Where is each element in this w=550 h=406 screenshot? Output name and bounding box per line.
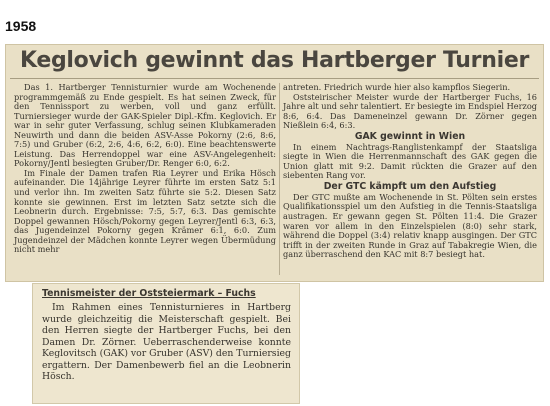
article-paragraph: Der GTC mußte am Wochenende in St. Pölten sein erstes Qualifikationsspiel um den Aufstieg in die Tennis-Staatsliga austragen. Er gewann gegen St. Pölten 11:4. Die Grazer waren vor allem in den Einzelspielen (8:0) sehr stark, während die Doppel (3:4) relativ knapp ausgingen. Der GTC trifft in der zweiten Runde in Graz auf Tabakregie Wien, die ganz überraschend den KAC mit 8:7 besiegt hat. xyxy=(283,191,537,260)
article-paragraph: Im Finale der Damen trafen Ria Leyrer und Erika Hösch aufeinander. Die 14jährige Leyrer führte im ersten Satz 5:1 und verlor ihn. Im zweiten Satz führte sie 5:2. Diesen Satz konnte sie gewinnen. Erst im letzten Satz setzte sich die Leobnerin durch. Ergebnisse: 7:5, 5:7, 6:3. Das gemischte Doppel gewannen Hösch/Pokorny gegen Leyrer/Jentl 6:3, 6:3, das Jugendeinzel Pokorny gegen Krämer 6:1, 6:0. Zum Jugendeinzel der Mädchen konnte Leyrer wegen Übermüdung nicht mehr xyxy=(14,167,276,255)
newspaper-clipping-secondary xyxy=(32,283,300,404)
article-paragraph: Das 1. Hartberger Tennisturnier wurde am Wochenende programmgemäß zu Ende gespielt. Es hat seinen Zweck, für den Tennissport zu werben, voll und ganz erfüllt. Turniersieger wurde der GAK-Spieler Dipl.-Kfm. Keglovich. Er war in sehr guter Verfassung, schlug seinen Klubkameraden Neuwirth und dann die beiden ASV-Asse Pokorny (2:6, 8:6, 7:5) und Gruber (6:2, 2:6, 4:6, 6:2, 6:0). Eine beachtenswerte Leistung. Das Herrendoppel war eine ASV-Angelegenheit: Pokorny/Jentl besiegten Gruber/Dr. Renger 6:0, 6:2. xyxy=(14,82,276,169)
newspaper-clipping-main xyxy=(5,44,544,282)
subheadline-gak: GAK gewinnt in Wien xyxy=(354,130,466,142)
article-paragraph: antreten. Friedrich wurde hier also kampflos Siegerin. xyxy=(283,82,511,92)
article-column-right xyxy=(283,83,537,260)
article-headline: Keglovich gewinnt das Hartberger Turnier xyxy=(10,45,539,79)
secondary-article-title: Tennismeister der Oststeiermark – Fuchs xyxy=(42,288,256,299)
article-paragraph: In einem Nachtrags-Ranglistenkampf der Staatsliga siegte in Wien die Herrenmannschaft des GAK gegen die Union glatt mit 9:2. Damit rückten die Grazer auf den siebenten Rang vor. xyxy=(283,141,537,181)
secondary-article-body: Im Rahmen eines Tennisturnieres in Hartberg wurde gleichzeitig die Meisterschaft gespielt. Bei den Herren siegte der Hartberger Fuchs, bei den Damen Dr. Zörner. Ueberraschenderweise konnte Keglovitsch (GAK) vor Gruber (ASV) den Turniersieg ergattern. Der Damenbewerb fiel an die Leobnerin Hösch. xyxy=(42,302,291,382)
article-paragraph: Oststeirischer Meister wurde der Hartberger Fuchs, 16 Jahre alt und sehr talentiert. Er besiegte im Endspiel Herzog 8:6, 6:4. Das Dameneinzel gewann Dr. Zörner gegen Nießlein 6:4, 6:3. xyxy=(283,91,537,131)
year-label: 1958 xyxy=(5,18,37,34)
subheadline-gtc: Der GTC kämpft um den Aufstieg xyxy=(323,180,497,192)
column-divider xyxy=(279,83,280,275)
article-column-left xyxy=(14,83,276,255)
